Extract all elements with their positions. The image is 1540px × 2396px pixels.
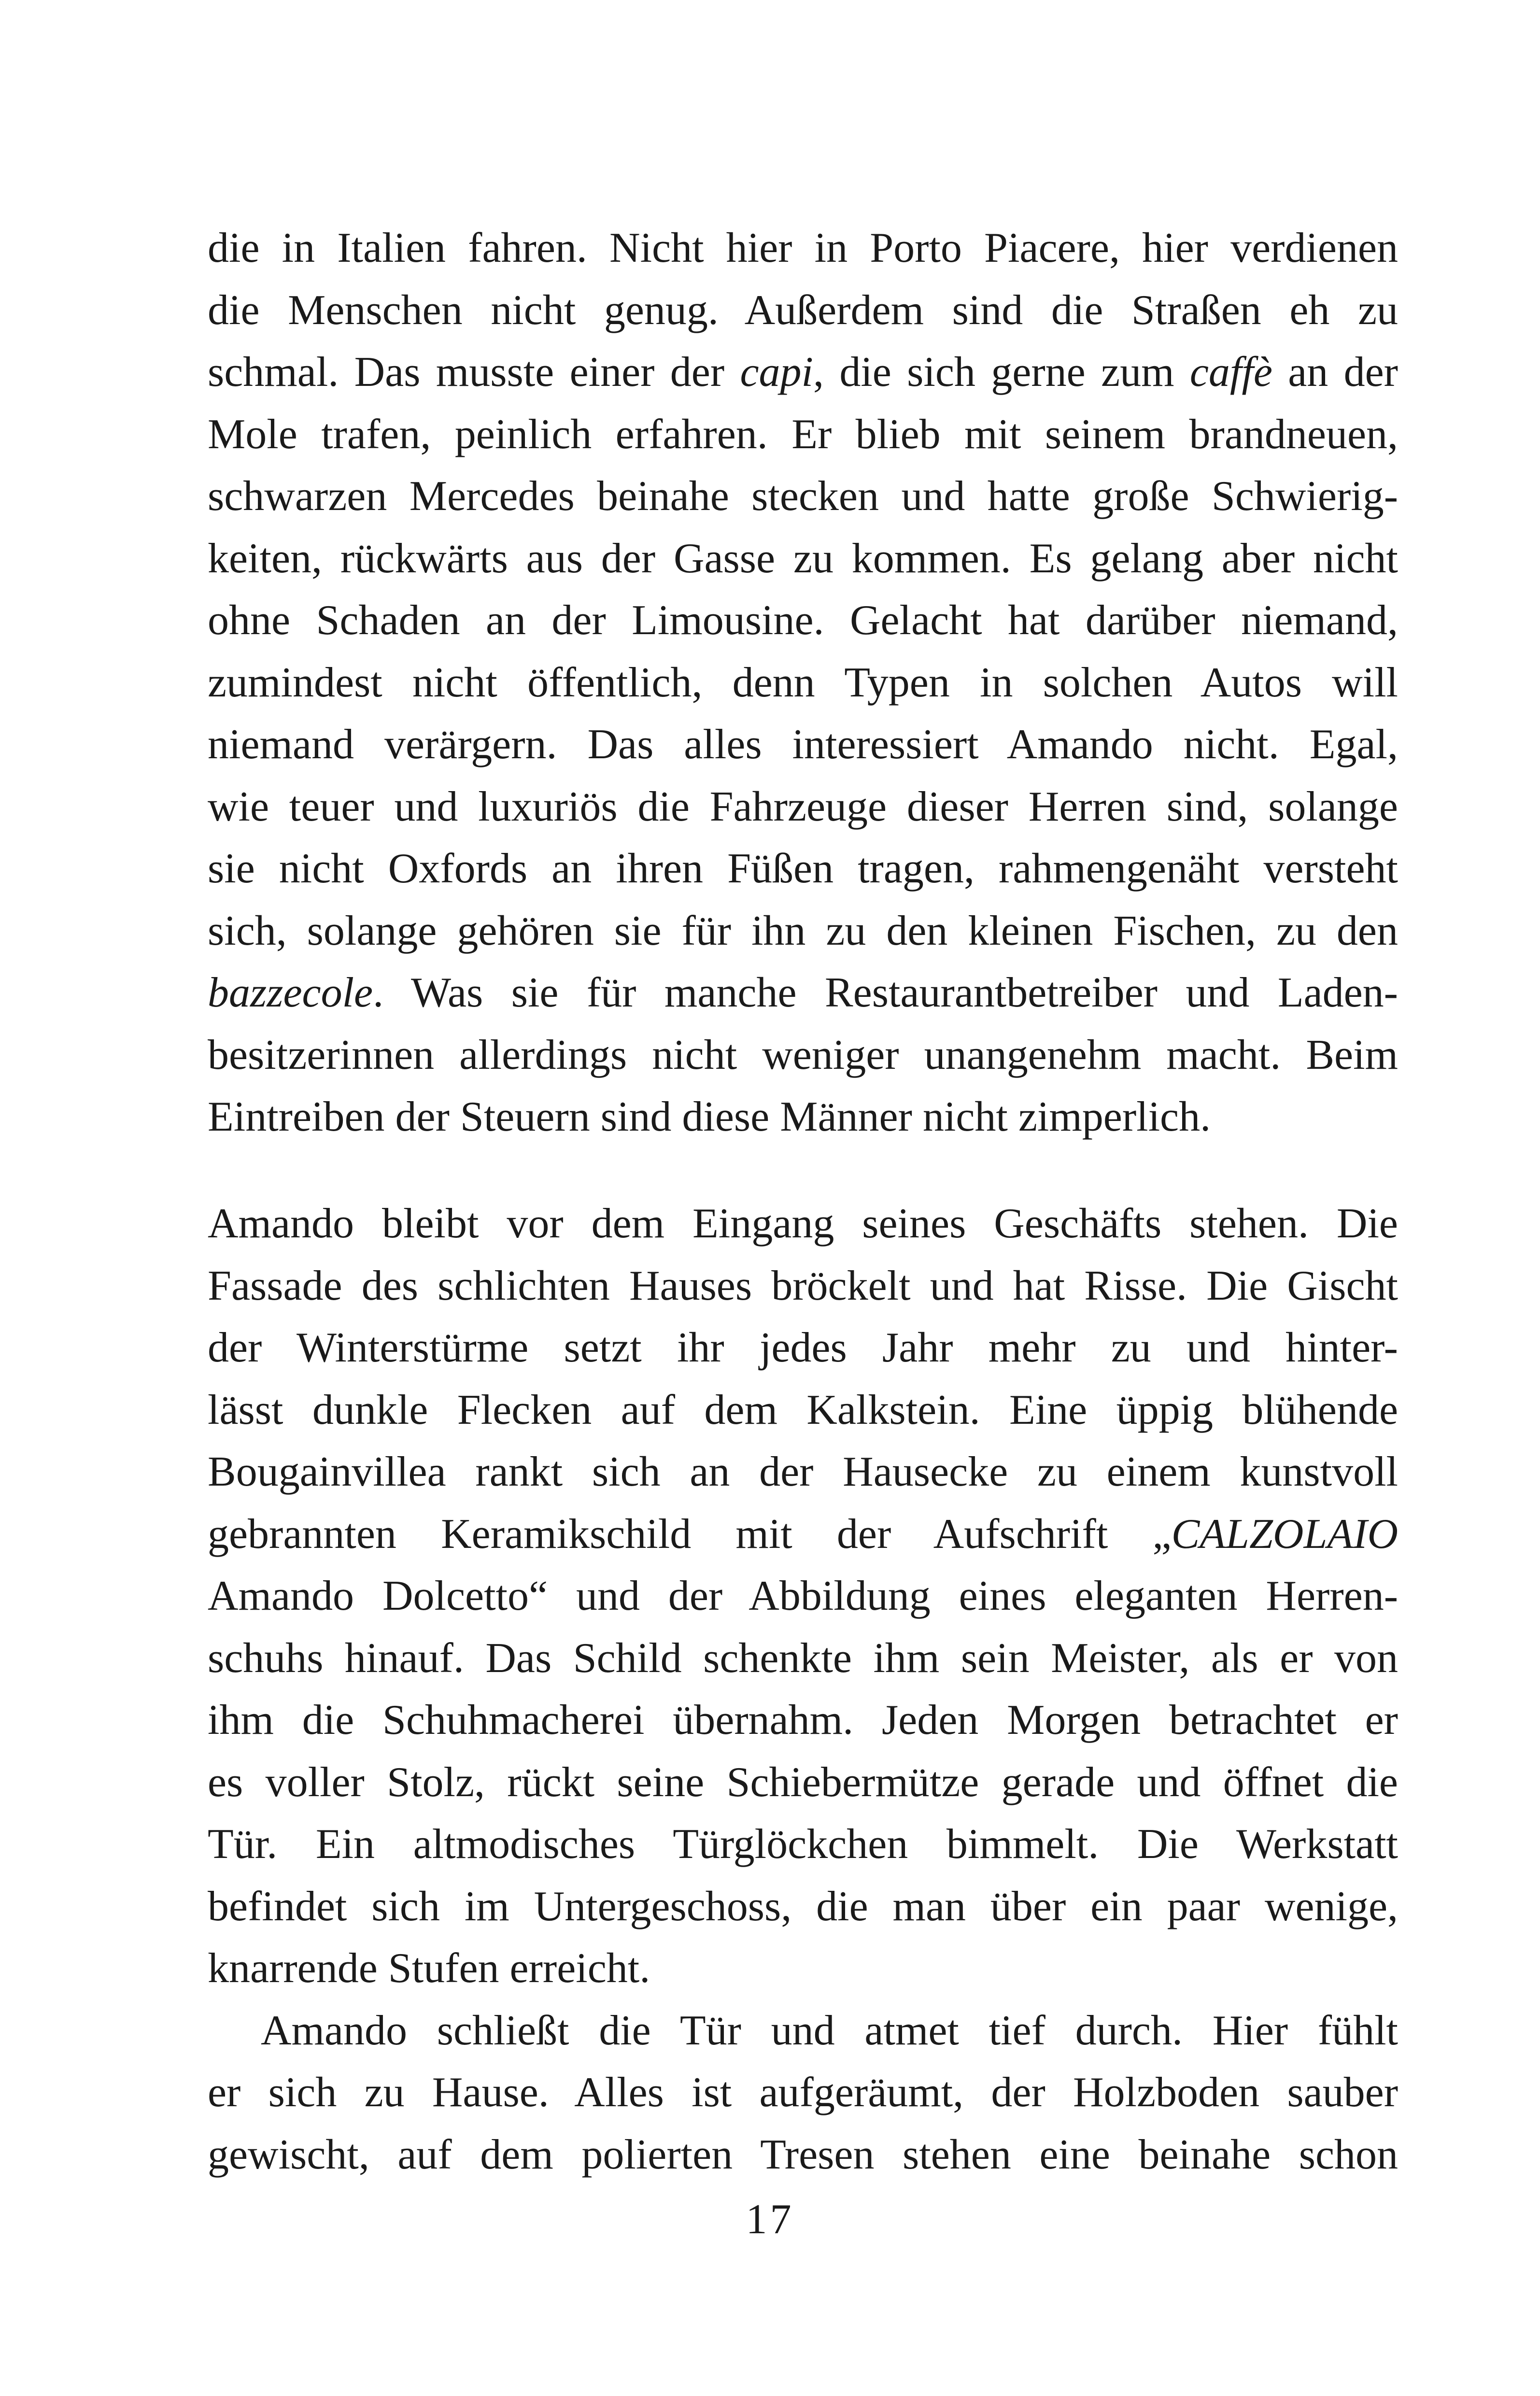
text-run: schmal. Das musste einer der	[208, 349, 740, 396]
text-line: keiten, rückwärts aus der Gasse zu kommen. Es gelang aber nicht	[208, 535, 1398, 582]
italic-term: CALZOLAIO	[1171, 1510, 1398, 1558]
italic-term: bazzecole	[208, 969, 373, 1016]
text-line: niemand verärgern. Das alles interessiert Amando nicht. Egal,	[208, 721, 1398, 768]
text-line: zumindest nicht öffentlich, denn Typen in solchen Autos will	[208, 659, 1398, 706]
text-run: gebrannten Keramikschild mit der Aufschrift „	[208, 1510, 1172, 1558]
text-line: es voller Stolz, rückt seine Schiebermütze gerade und öffnet die	[208, 1758, 1398, 1806]
text-line: Eintreiben der Steuern sind diese Männer nicht zimperlich.	[208, 1093, 1211, 1140]
text-line: Fassade des schlichten Hauses bröckelt und hat Risse. Die Gischt	[208, 1262, 1398, 1309]
text-line: er sich zu Hause. Alles ist aufgeräumt, der Holzboden sauber	[208, 2069, 1398, 2116]
text-line: wie teuer und luxuriös die Fahrzeuge dieser Herren sind, solange	[208, 783, 1398, 830]
text-line	[208, 1503, 1398, 1566]
text-line: ohne Schaden an der Limousine. Gelacht hat darüber niemand,	[208, 597, 1398, 644]
text-line: knarrende Stufen erreicht.	[208, 1945, 650, 1992]
text-line: Mole trafen, peinlich erfahren. Er blieb mit seinem brandneuen,	[208, 411, 1398, 458]
text-line: gewischt, auf dem polierten Tresen stehen eine beinahe schon	[208, 2131, 1398, 2178]
italic-term: caffè	[1189, 349, 1272, 396]
text-run: , die sich gerne zum	[813, 349, 1190, 396]
text-line: sich, solange gehören sie für ihn zu den kleinen Fischen, zu den	[208, 907, 1398, 954]
text-line: schwarzen Mercedes beinahe stecken und hatte große Schwierig-	[208, 473, 1398, 520]
text-line: die in Italien fahren. Nicht hier in Porto Piacere, hier verdienen	[208, 225, 1398, 271]
text-line: die Menschen nicht genug. Außerdem sind die Straßen eh zu	[208, 286, 1398, 334]
paragraph-1	[208, 217, 1398, 1148]
text-line: Tür. Ein altmodisches Türglöckchen bimmelt. Die Werkstatt	[208, 1821, 1398, 1868]
text-line: besitzerinnen allerdings nicht weniger unangenehm macht. Beim	[208, 1031, 1398, 1078]
text-line: Bougainvillea rankt sich an der Hausecke zu einem kunstvoll	[208, 1448, 1398, 1495]
page-number: 17	[746, 2196, 794, 2243]
text-line: befindet sich im Untergeschoss, die man über ein paar wenige,	[208, 1883, 1398, 1930]
text-run: . Was sie für manche Restaurantbetreiber und Laden-	[373, 969, 1398, 1016]
text-line: Amando bleibt vor dem Eingang seines Geschäfts stehen. Die	[208, 1200, 1398, 1247]
paragraph-2	[208, 1193, 1398, 2186]
text-line: Amando Dolcetto“ und der Abbildung eines eleganten Herren-	[208, 1573, 1398, 1619]
text-line: ihm die Schuhmacherei übernahm. Jeden Morgen betrachtet er	[208, 1697, 1398, 1744]
text-line: lässt dunkle Flecken auf dem Kalkstein. Eine üppig blühende	[208, 1386, 1398, 1433]
text-run: an der	[1272, 349, 1398, 396]
italic-term: capi	[740, 349, 813, 396]
text-line: schuhs hinauf. Das Schild schenkte ihm sein Meister, als er von	[208, 1634, 1398, 1682]
text-line: Amando schließt die Tür und atmet tief durch. Hier fühlt	[261, 2007, 1398, 2054]
text-line: der Winterstürme setzt ihr jedes Jahr mehr zu und hinter-	[208, 1324, 1398, 1371]
text-line: sie nicht Oxfords an ihren Füßen tragen, rahmengenäht versteht	[208, 845, 1398, 892]
text-line	[208, 962, 1398, 1024]
text-line	[208, 341, 1398, 404]
